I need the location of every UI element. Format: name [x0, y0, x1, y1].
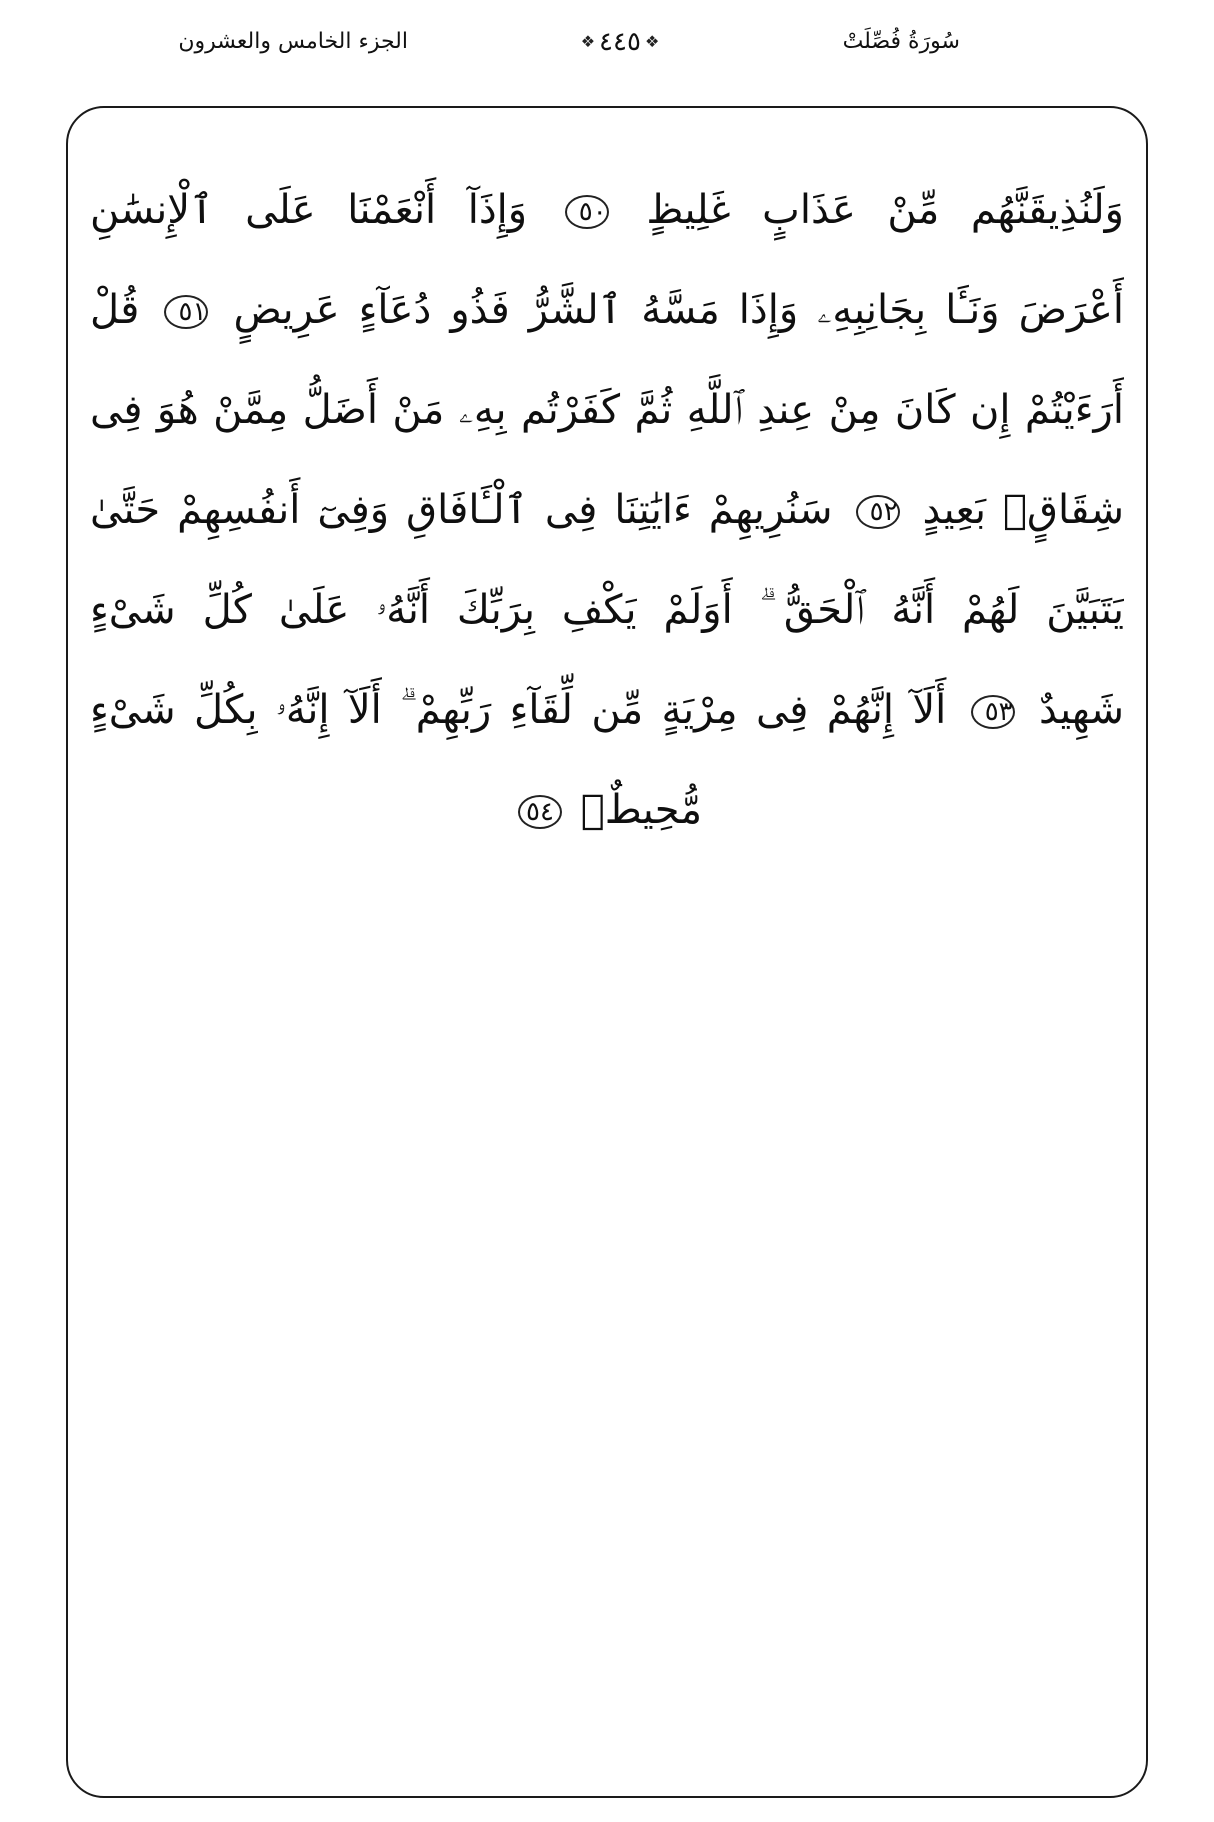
- line-text: مُّحِيطٌۢ: [580, 787, 702, 833]
- text-line-1: [90, 160, 1124, 260]
- ayah-marker: ٥٢: [856, 495, 900, 529]
- text-line-3: [90, 360, 1124, 460]
- text-line-7: [90, 760, 1124, 860]
- ayah-marker: ٥٤: [518, 795, 562, 829]
- page-header: [0, 14, 1214, 74]
- line-text: أَرَءَيْتُمْ إِن كَانَ مِنْ عِندِ ٱللَّهِ ثُمَّ كَفَرْتُم بِهِۦ مَنْ أَضَلُّ مِمَّنْ هُوَ فِى: [90, 387, 1124, 433]
- line-text: يَتَبَيَّنَ لَهُمْ أَنَّهُ ٱلْحَقُّ ۗ أَوَلَمْ يَكْفِ بِرَبِّكَ أَنَّهُۥ عَلَىٰ كُلِّ شَىْءٍ: [90, 587, 1124, 633]
- line-text: شَهِيدٌ: [1038, 687, 1124, 733]
- juz-title: الجزء الخامس والعشرون: [178, 29, 408, 54]
- ayah-marker: ٥٣: [971, 695, 1015, 729]
- ornament-right-icon: ❖: [644, 32, 660, 51]
- line-text-after: قُلْ: [90, 287, 140, 333]
- line-text-after: وَإِذَآ أَنْعَمْنَا عَلَى ٱلْإِنسَٰنِ: [90, 187, 528, 233]
- line-text: وَلَنُذِيقَنَّهُم مِّنْ عَذَابٍ غَلِيظٍ: [646, 187, 1124, 233]
- ornament-left-icon: ❖: [580, 32, 596, 51]
- page-number: ٤٤٥: [599, 27, 641, 57]
- page-number-group: [560, 22, 680, 62]
- text-line-2: [90, 260, 1124, 360]
- line-text: شِقَاقٍۭ بَعِيدٍ: [922, 487, 1124, 533]
- line-text-after: أَلَآ إِنَّهُمْ فِى مِرْيَةٍ مِّن لِّقَآءِ رَبِّهِمْ ۗ أَلَآ إِنَّهُۥ بِكُلِّ شَىْءٍ: [90, 687, 947, 733]
- text-line-4: [90, 460, 1124, 560]
- ayah-marker: ٥٠: [565, 195, 609, 229]
- surah-title: سُورَةُ فُصِّلَتْ: [842, 29, 960, 54]
- text-line-6: [90, 660, 1124, 760]
- text-line-5: [90, 560, 1124, 660]
- line-text-after: سَنُرِيهِمْ ءَايَٰتِنَا فِى ٱلْـَٔافَاقِ وَفِىٓ أَنفُسِهِمْ حَتَّىٰ: [90, 487, 833, 533]
- line-text: أَعْرَضَ وَنَـَٔا بِجَانِبِهِۦ وَإِذَا مَسَّهُ ٱلشَّرُّ فَذُو دُعَآءٍ عَرِيضٍ: [233, 287, 1124, 333]
- quran-text-block: [90, 160, 1124, 860]
- ayah-marker: ٥١: [164, 295, 208, 329]
